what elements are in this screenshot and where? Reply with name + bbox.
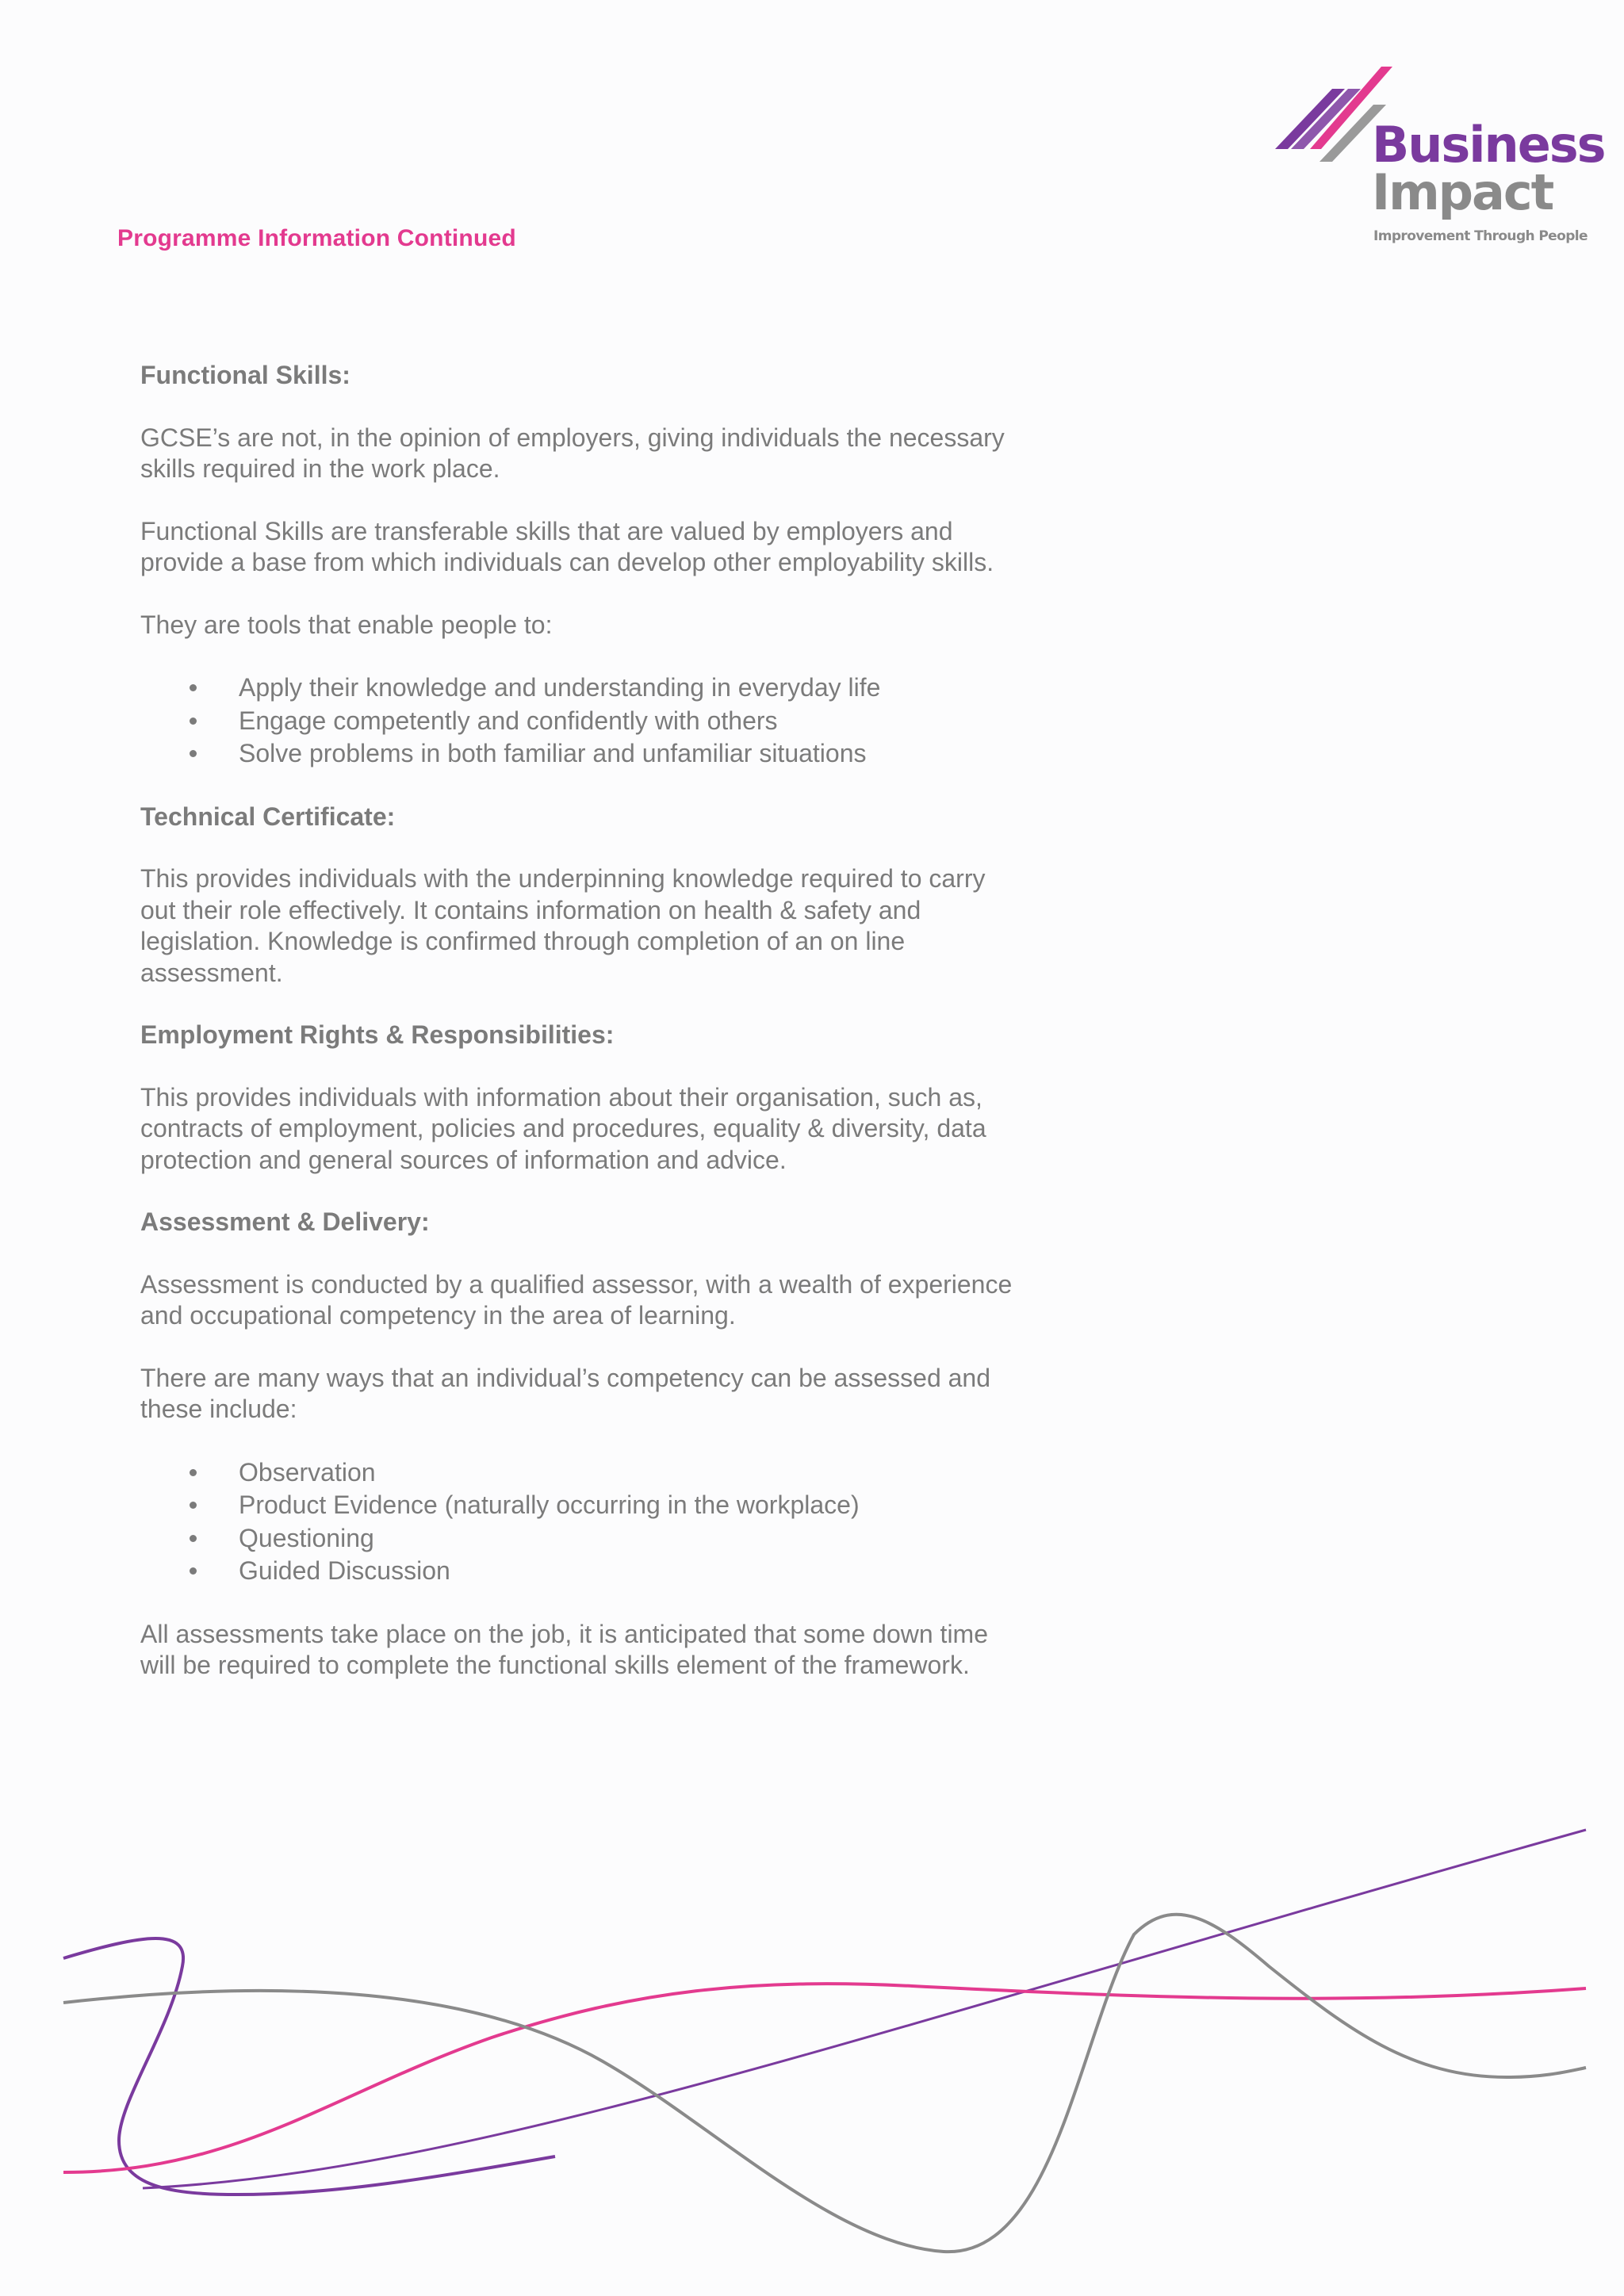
list-item: Guided Discussion xyxy=(140,1555,1021,1588)
business-impact-logo xyxy=(1269,63,1605,254)
logo-impact-text: Impact xyxy=(1372,163,1553,221)
list-item: Observation xyxy=(140,1456,1021,1490)
document-body xyxy=(140,360,1021,1712)
logo-business-text: Business xyxy=(1372,116,1605,174)
section-heading: Assessment & Delivery: xyxy=(140,1207,430,1236)
section-assessment-delivery xyxy=(140,1207,1021,1682)
paragraph: They are tools that enable people to: xyxy=(140,610,553,639)
decorative-swoosh xyxy=(0,1800,1624,2296)
section-heading: Technical Certificate: xyxy=(140,802,396,831)
list-item: Product Evidence (naturally occurring in the workplace) xyxy=(140,1489,1021,1522)
list-item: Apply their knowledge and understanding in everyday life xyxy=(140,672,1021,705)
swoosh-pink-line xyxy=(63,1984,1586,2172)
list-item: Solve problems in both familiar and unfamiliar situations xyxy=(140,737,1021,771)
list-item: Questioning xyxy=(140,1522,1021,1556)
logo-tagline: Improvement Through People xyxy=(1373,228,1588,244)
section-employment-rights xyxy=(140,1020,1021,1176)
section-functional-skills xyxy=(140,360,1021,771)
paragraph: Functional Skills are transferable skills that are valued by employers and provide a base from which individuals can develop other employability skills. xyxy=(140,516,994,576)
paragraph: Assessment is conducted by a qualified assessor, with a wealth of experience and occupational competency in the area of learning. xyxy=(140,1269,1013,1330)
paragraph: GCSE’s are not, in the opinion of employers, giving individuals the necessary skills required in the work place. xyxy=(140,423,1005,483)
paragraph: All assessments take place on the job, it is anticipated that some down time will be required to complete the functional skills element of the framework. xyxy=(140,1619,988,1679)
swoosh-grey-line xyxy=(63,1915,1586,2252)
bullet-list xyxy=(140,672,1021,771)
paragraph: This provides individuals with information about their organisation, such as, contracts of employment, policies and procedures, equality & diversity, data protection and general sources of information and advice. xyxy=(140,1082,986,1174)
page-title: Programme Information Continued xyxy=(117,225,516,251)
section-heading: Employment Rights & Responsibilities: xyxy=(140,1020,615,1049)
paragraph: This provides individuals with the underpinning knowledge required to carry out their role effectively. It contains information on health & safety and legislation. Knowledge is confirmed through completion of an on line assessment. xyxy=(140,864,986,987)
list-item: Engage competently and confidently with others xyxy=(140,705,1021,738)
section-technical-certificate xyxy=(140,802,1021,989)
swoosh-purple-line xyxy=(143,1830,1586,2188)
bullet-list xyxy=(140,1456,1021,1588)
swoosh-purple-loop xyxy=(63,1938,555,2195)
paragraph: There are many ways that an individual’s competency can be assessed and these include: xyxy=(140,1363,991,1423)
section-heading: Functional Skills: xyxy=(140,361,350,389)
page-header xyxy=(0,0,1624,285)
